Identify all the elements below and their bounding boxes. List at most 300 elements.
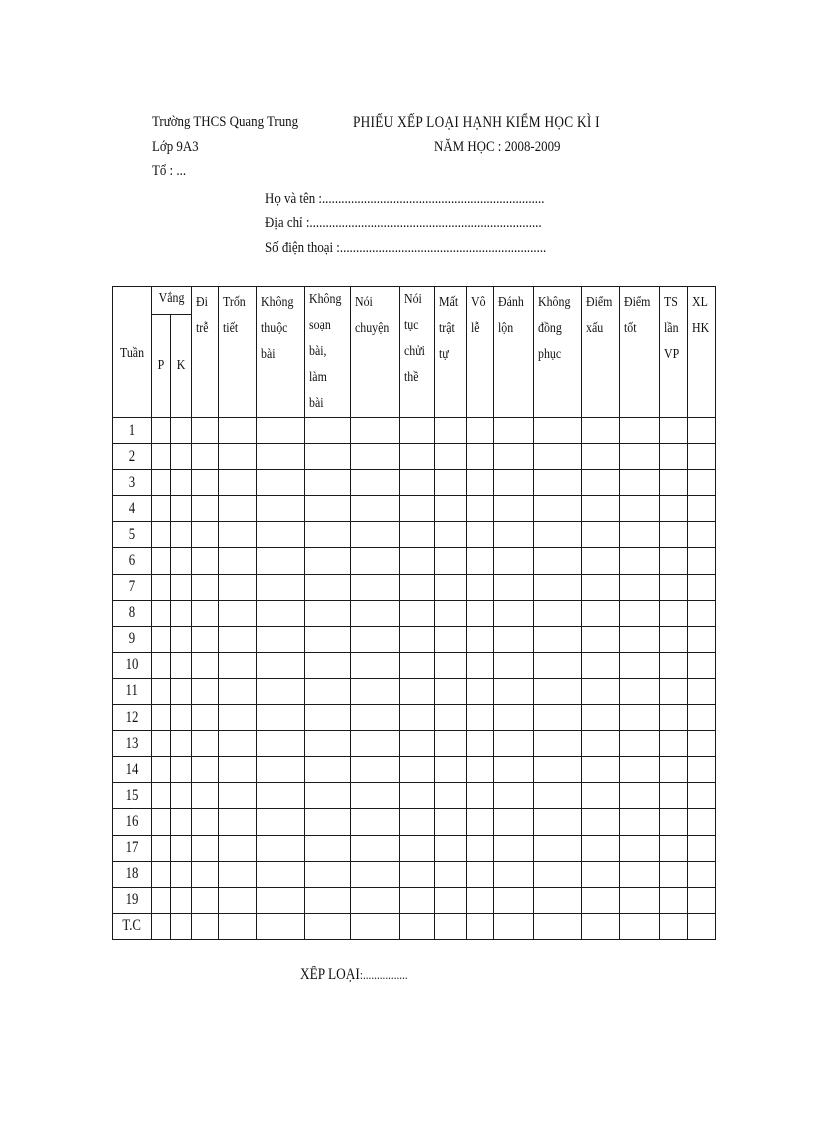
table-cell — [257, 731, 305, 757]
table-row — [113, 861, 716, 887]
table-cell — [660, 418, 688, 444]
table-cell — [467, 861, 494, 887]
header-col: Điểm tốt — [620, 287, 660, 418]
table-row — [113, 757, 716, 783]
table-cell — [171, 548, 192, 574]
table-cell — [688, 678, 716, 704]
table-cell — [494, 783, 534, 809]
school-name: Trường THCS Quang Trung — [152, 114, 299, 130]
table-cell — [620, 470, 660, 496]
table-cell — [192, 444, 219, 470]
table-cell — [620, 496, 660, 522]
table-cell — [305, 418, 351, 444]
table-row — [113, 444, 716, 470]
table-row — [113, 470, 716, 496]
table-cell — [494, 835, 534, 861]
table-cell — [171, 731, 192, 757]
table-cell — [192, 418, 219, 444]
table-cell — [494, 496, 534, 522]
table-cell — [351, 522, 400, 548]
table-cell — [494, 678, 534, 704]
table-cell — [467, 470, 494, 496]
table-cell — [582, 783, 620, 809]
table-cell — [688, 418, 716, 444]
week-number: T.C — [113, 913, 152, 939]
table-cell — [582, 600, 620, 626]
table-cell — [688, 887, 716, 913]
table-cell — [534, 548, 582, 574]
table-cell — [435, 418, 467, 444]
week-number: 3 — [113, 470, 152, 496]
table-cell — [660, 522, 688, 548]
header-tuan: Tuần — [113, 287, 152, 418]
table-cell — [171, 861, 192, 887]
table-cell — [582, 522, 620, 548]
table-cell — [467, 652, 494, 678]
table-cell — [620, 522, 660, 548]
table-cell — [435, 835, 467, 861]
table-cell — [534, 652, 582, 678]
header-col: Không thuộc bài — [257, 287, 305, 418]
school-year: NĂM HỌC : 2008-2009 — [434, 139, 561, 155]
table-cell — [435, 887, 467, 913]
table-cell — [305, 678, 351, 704]
table-cell — [192, 913, 219, 939]
table-cell — [351, 835, 400, 861]
table-cell — [171, 470, 192, 496]
table-cell — [534, 496, 582, 522]
table-cell — [660, 652, 688, 678]
table-cell — [305, 444, 351, 470]
table-cell — [305, 652, 351, 678]
table-cell — [400, 626, 435, 652]
table-cell — [582, 444, 620, 470]
table-cell — [219, 809, 257, 835]
table-cell — [152, 835, 171, 861]
table-cell — [192, 626, 219, 652]
table-cell — [152, 626, 171, 652]
table-cell — [620, 600, 660, 626]
table-cell — [435, 913, 467, 939]
table-cell — [660, 626, 688, 652]
table-cell — [534, 913, 582, 939]
header-col: Không soạn bài, làm bài — [305, 287, 351, 418]
header-col: Trốn tiết — [219, 287, 257, 418]
table-cell — [400, 835, 435, 861]
table-cell — [582, 913, 620, 939]
table-cell — [192, 783, 219, 809]
table-cell — [435, 470, 467, 496]
week-number: 11 — [113, 678, 152, 704]
table-cell — [467, 887, 494, 913]
table-cell — [660, 600, 688, 626]
table-cell — [534, 861, 582, 887]
rating-label: XẾP LOẠI — [300, 966, 360, 983]
table-cell — [171, 835, 192, 861]
table-cell — [305, 600, 351, 626]
table-cell — [494, 522, 534, 548]
table-cell — [620, 626, 660, 652]
table-cell — [660, 705, 688, 731]
table-cell — [534, 626, 582, 652]
week-number: 19 — [113, 887, 152, 913]
table-cell — [152, 678, 171, 704]
week-number: 4 — [113, 496, 152, 522]
table-cell — [257, 418, 305, 444]
table-cell — [620, 913, 660, 939]
week-number: 13 — [113, 731, 152, 757]
table-cell — [305, 809, 351, 835]
header-k: K — [171, 315, 192, 418]
table-cell — [494, 861, 534, 887]
table-cell — [152, 548, 171, 574]
table-cell — [351, 731, 400, 757]
table-cell — [219, 626, 257, 652]
table-row — [113, 678, 716, 704]
table-cell — [660, 574, 688, 600]
table-cell — [660, 809, 688, 835]
table-cell — [305, 496, 351, 522]
table-cell — [257, 470, 305, 496]
table-cell — [582, 574, 620, 600]
table-cell — [400, 861, 435, 887]
week-number: 15 — [113, 783, 152, 809]
table-cell — [534, 574, 582, 600]
table-cell — [152, 496, 171, 522]
conduct-table — [112, 286, 716, 940]
table-cell — [400, 600, 435, 626]
table-cell — [171, 522, 192, 548]
address-field: Địa chỉ :........................................................................ — [265, 215, 542, 231]
table-cell — [660, 861, 688, 887]
table-cell — [534, 522, 582, 548]
table-cell — [688, 652, 716, 678]
table-cell — [305, 835, 351, 861]
table-cell — [192, 600, 219, 626]
table-cell — [688, 600, 716, 626]
table-cell — [257, 522, 305, 548]
table-cell — [534, 835, 582, 861]
week-number: 8 — [113, 600, 152, 626]
table-cell — [435, 626, 467, 652]
table-cell — [152, 809, 171, 835]
table-cell — [257, 444, 305, 470]
table-cell — [435, 757, 467, 783]
table-cell — [400, 548, 435, 574]
header-col: Không đồng phục — [534, 287, 582, 418]
table-cell — [171, 678, 192, 704]
table-cell — [219, 444, 257, 470]
table-cell — [582, 757, 620, 783]
table-cell — [534, 757, 582, 783]
header-col: XL HK — [688, 287, 716, 418]
table-cell — [688, 574, 716, 600]
table-cell — [305, 705, 351, 731]
table-cell — [351, 444, 400, 470]
week-number: 5 — [113, 522, 152, 548]
table-cell — [400, 783, 435, 809]
table-cell — [660, 548, 688, 574]
table-cell — [582, 626, 620, 652]
table-row — [113, 809, 716, 835]
table-cell — [534, 731, 582, 757]
table-cell — [192, 548, 219, 574]
table-cell — [152, 574, 171, 600]
table-cell — [351, 496, 400, 522]
table-row — [113, 574, 716, 600]
table-cell — [257, 809, 305, 835]
table-cell — [305, 574, 351, 600]
header-col: Đi trễ — [192, 287, 219, 418]
table-cell — [534, 600, 582, 626]
table-cell — [467, 809, 494, 835]
table-cell — [305, 522, 351, 548]
table-cell — [400, 444, 435, 470]
table-cell — [494, 418, 534, 444]
table-cell — [257, 600, 305, 626]
table-cell — [400, 757, 435, 783]
table-cell — [494, 757, 534, 783]
table-cell — [219, 757, 257, 783]
week-number: 9 — [113, 626, 152, 652]
table-cell — [660, 913, 688, 939]
table-cell — [351, 757, 400, 783]
table-cell — [534, 678, 582, 704]
table-cell — [435, 809, 467, 835]
table-cell — [171, 913, 192, 939]
table-cell — [620, 678, 660, 704]
name-field: Họ và tên :..................................................................... — [265, 191, 545, 207]
week-number: 18 — [113, 861, 152, 887]
table-cell — [219, 574, 257, 600]
week-number: 12 — [113, 705, 152, 731]
table-cell — [257, 652, 305, 678]
table-cell — [219, 678, 257, 704]
phone-field: Số điện thoại :................................................................ — [265, 240, 547, 256]
header-col: Điểm xấu — [582, 287, 620, 418]
table-cell — [467, 705, 494, 731]
table-cell — [351, 574, 400, 600]
table-cell — [467, 678, 494, 704]
table-cell — [494, 652, 534, 678]
table-cell — [305, 626, 351, 652]
table-row — [113, 652, 716, 678]
table-cell — [305, 887, 351, 913]
table-cell — [582, 705, 620, 731]
table-cell — [688, 444, 716, 470]
table-cell — [305, 913, 351, 939]
table-cell — [660, 470, 688, 496]
week-number: 16 — [113, 809, 152, 835]
table-cell — [435, 731, 467, 757]
table-cell — [192, 470, 219, 496]
table-cell — [582, 496, 620, 522]
header-vang: Vắng — [152, 287, 192, 315]
table-cell — [582, 731, 620, 757]
table-cell — [688, 731, 716, 757]
table-cell — [305, 470, 351, 496]
table-cell — [351, 626, 400, 652]
table-cell — [435, 652, 467, 678]
table-cell — [192, 652, 219, 678]
rating-footer — [300, 966, 408, 984]
table-cell — [400, 678, 435, 704]
class-name: Lớp 9A3 — [152, 139, 199, 155]
table-cell — [257, 705, 305, 731]
table-cell — [219, 835, 257, 861]
table-cell — [435, 678, 467, 704]
rating-dots: :................ — [359, 967, 408, 982]
table-cell — [467, 574, 494, 600]
table-cell — [620, 835, 660, 861]
table-cell — [582, 652, 620, 678]
table-row — [113, 418, 716, 444]
table-cell — [152, 444, 171, 470]
table-cell — [620, 731, 660, 757]
table-cell — [620, 809, 660, 835]
table-cell — [400, 522, 435, 548]
table-cell — [171, 757, 192, 783]
table-cell — [192, 731, 219, 757]
table-cell — [400, 809, 435, 835]
table-cell — [435, 600, 467, 626]
table-cell — [400, 705, 435, 731]
table-cell — [152, 418, 171, 444]
table-cell — [494, 626, 534, 652]
table-cell — [620, 887, 660, 913]
table-cell — [219, 548, 257, 574]
table-cell — [305, 783, 351, 809]
header-p: P — [152, 315, 171, 418]
table-cell — [494, 705, 534, 731]
table-cell — [534, 470, 582, 496]
header-col: Nói tục chửi thề — [400, 287, 435, 418]
table-cell — [219, 652, 257, 678]
table-cell — [257, 574, 305, 600]
table-cell — [257, 835, 305, 861]
table-cell — [351, 600, 400, 626]
table-cell — [688, 835, 716, 861]
table-cell — [171, 809, 192, 835]
table-cell — [192, 861, 219, 887]
table-cell — [171, 600, 192, 626]
table-cell — [351, 418, 400, 444]
table-cell — [152, 731, 171, 757]
table-cell — [351, 913, 400, 939]
table-cell — [152, 757, 171, 783]
table-cell — [257, 678, 305, 704]
table-cell — [467, 548, 494, 574]
table-cell — [435, 522, 467, 548]
table-cell — [219, 470, 257, 496]
table-cell — [467, 418, 494, 444]
table-cell — [152, 470, 171, 496]
table-cell — [660, 496, 688, 522]
header-col: Nói chuyện — [351, 287, 400, 418]
table-cell — [467, 626, 494, 652]
table-cell — [467, 757, 494, 783]
table-cell — [219, 600, 257, 626]
table-cell — [192, 705, 219, 731]
table-cell — [688, 548, 716, 574]
table-cell — [494, 887, 534, 913]
table-cell — [219, 705, 257, 731]
table-cell — [494, 913, 534, 939]
table-cell — [152, 705, 171, 731]
table-cell — [688, 470, 716, 496]
table-cell — [660, 731, 688, 757]
table-cell — [534, 705, 582, 731]
table-cell — [400, 574, 435, 600]
table-cell — [192, 887, 219, 913]
table-cell — [219, 913, 257, 939]
table-cell — [152, 861, 171, 887]
table-cell — [219, 522, 257, 548]
table-cell — [435, 496, 467, 522]
table-cell — [435, 861, 467, 887]
table-cell — [620, 444, 660, 470]
table-cell — [152, 887, 171, 913]
table-cell — [152, 600, 171, 626]
table-row — [113, 913, 716, 939]
table-row — [113, 600, 716, 626]
table-cell — [435, 548, 467, 574]
table-cell — [688, 496, 716, 522]
table-cell — [688, 783, 716, 809]
table-cell — [688, 757, 716, 783]
table-cell — [305, 548, 351, 574]
table-cell — [534, 887, 582, 913]
table-cell — [400, 887, 435, 913]
week-number: 14 — [113, 757, 152, 783]
table-cell — [219, 861, 257, 887]
table-cell — [660, 444, 688, 470]
table-cell — [351, 705, 400, 731]
table-cell — [467, 913, 494, 939]
table-cell — [171, 783, 192, 809]
table-cell — [435, 444, 467, 470]
week-number: 6 — [113, 548, 152, 574]
table-cell — [494, 731, 534, 757]
table-cell — [351, 783, 400, 809]
table-cell — [351, 678, 400, 704]
table-cell — [494, 470, 534, 496]
table-cell — [400, 731, 435, 757]
table-cell — [660, 835, 688, 861]
table-row — [113, 731, 716, 757]
table-cell — [219, 783, 257, 809]
table-cell — [171, 444, 192, 470]
table-cell — [171, 496, 192, 522]
table-cell — [467, 731, 494, 757]
table-cell — [582, 470, 620, 496]
table-cell — [192, 835, 219, 861]
table-cell — [688, 861, 716, 887]
table-cell — [688, 522, 716, 548]
table-cell — [620, 861, 660, 887]
table-cell — [219, 887, 257, 913]
table-cell — [582, 835, 620, 861]
table-cell — [534, 783, 582, 809]
table-cell — [620, 548, 660, 574]
table-cell — [467, 444, 494, 470]
table-row — [113, 887, 716, 913]
table-cell — [582, 418, 620, 444]
table-cell — [534, 809, 582, 835]
table-cell — [192, 522, 219, 548]
table-cell — [467, 600, 494, 626]
table-cell — [534, 418, 582, 444]
